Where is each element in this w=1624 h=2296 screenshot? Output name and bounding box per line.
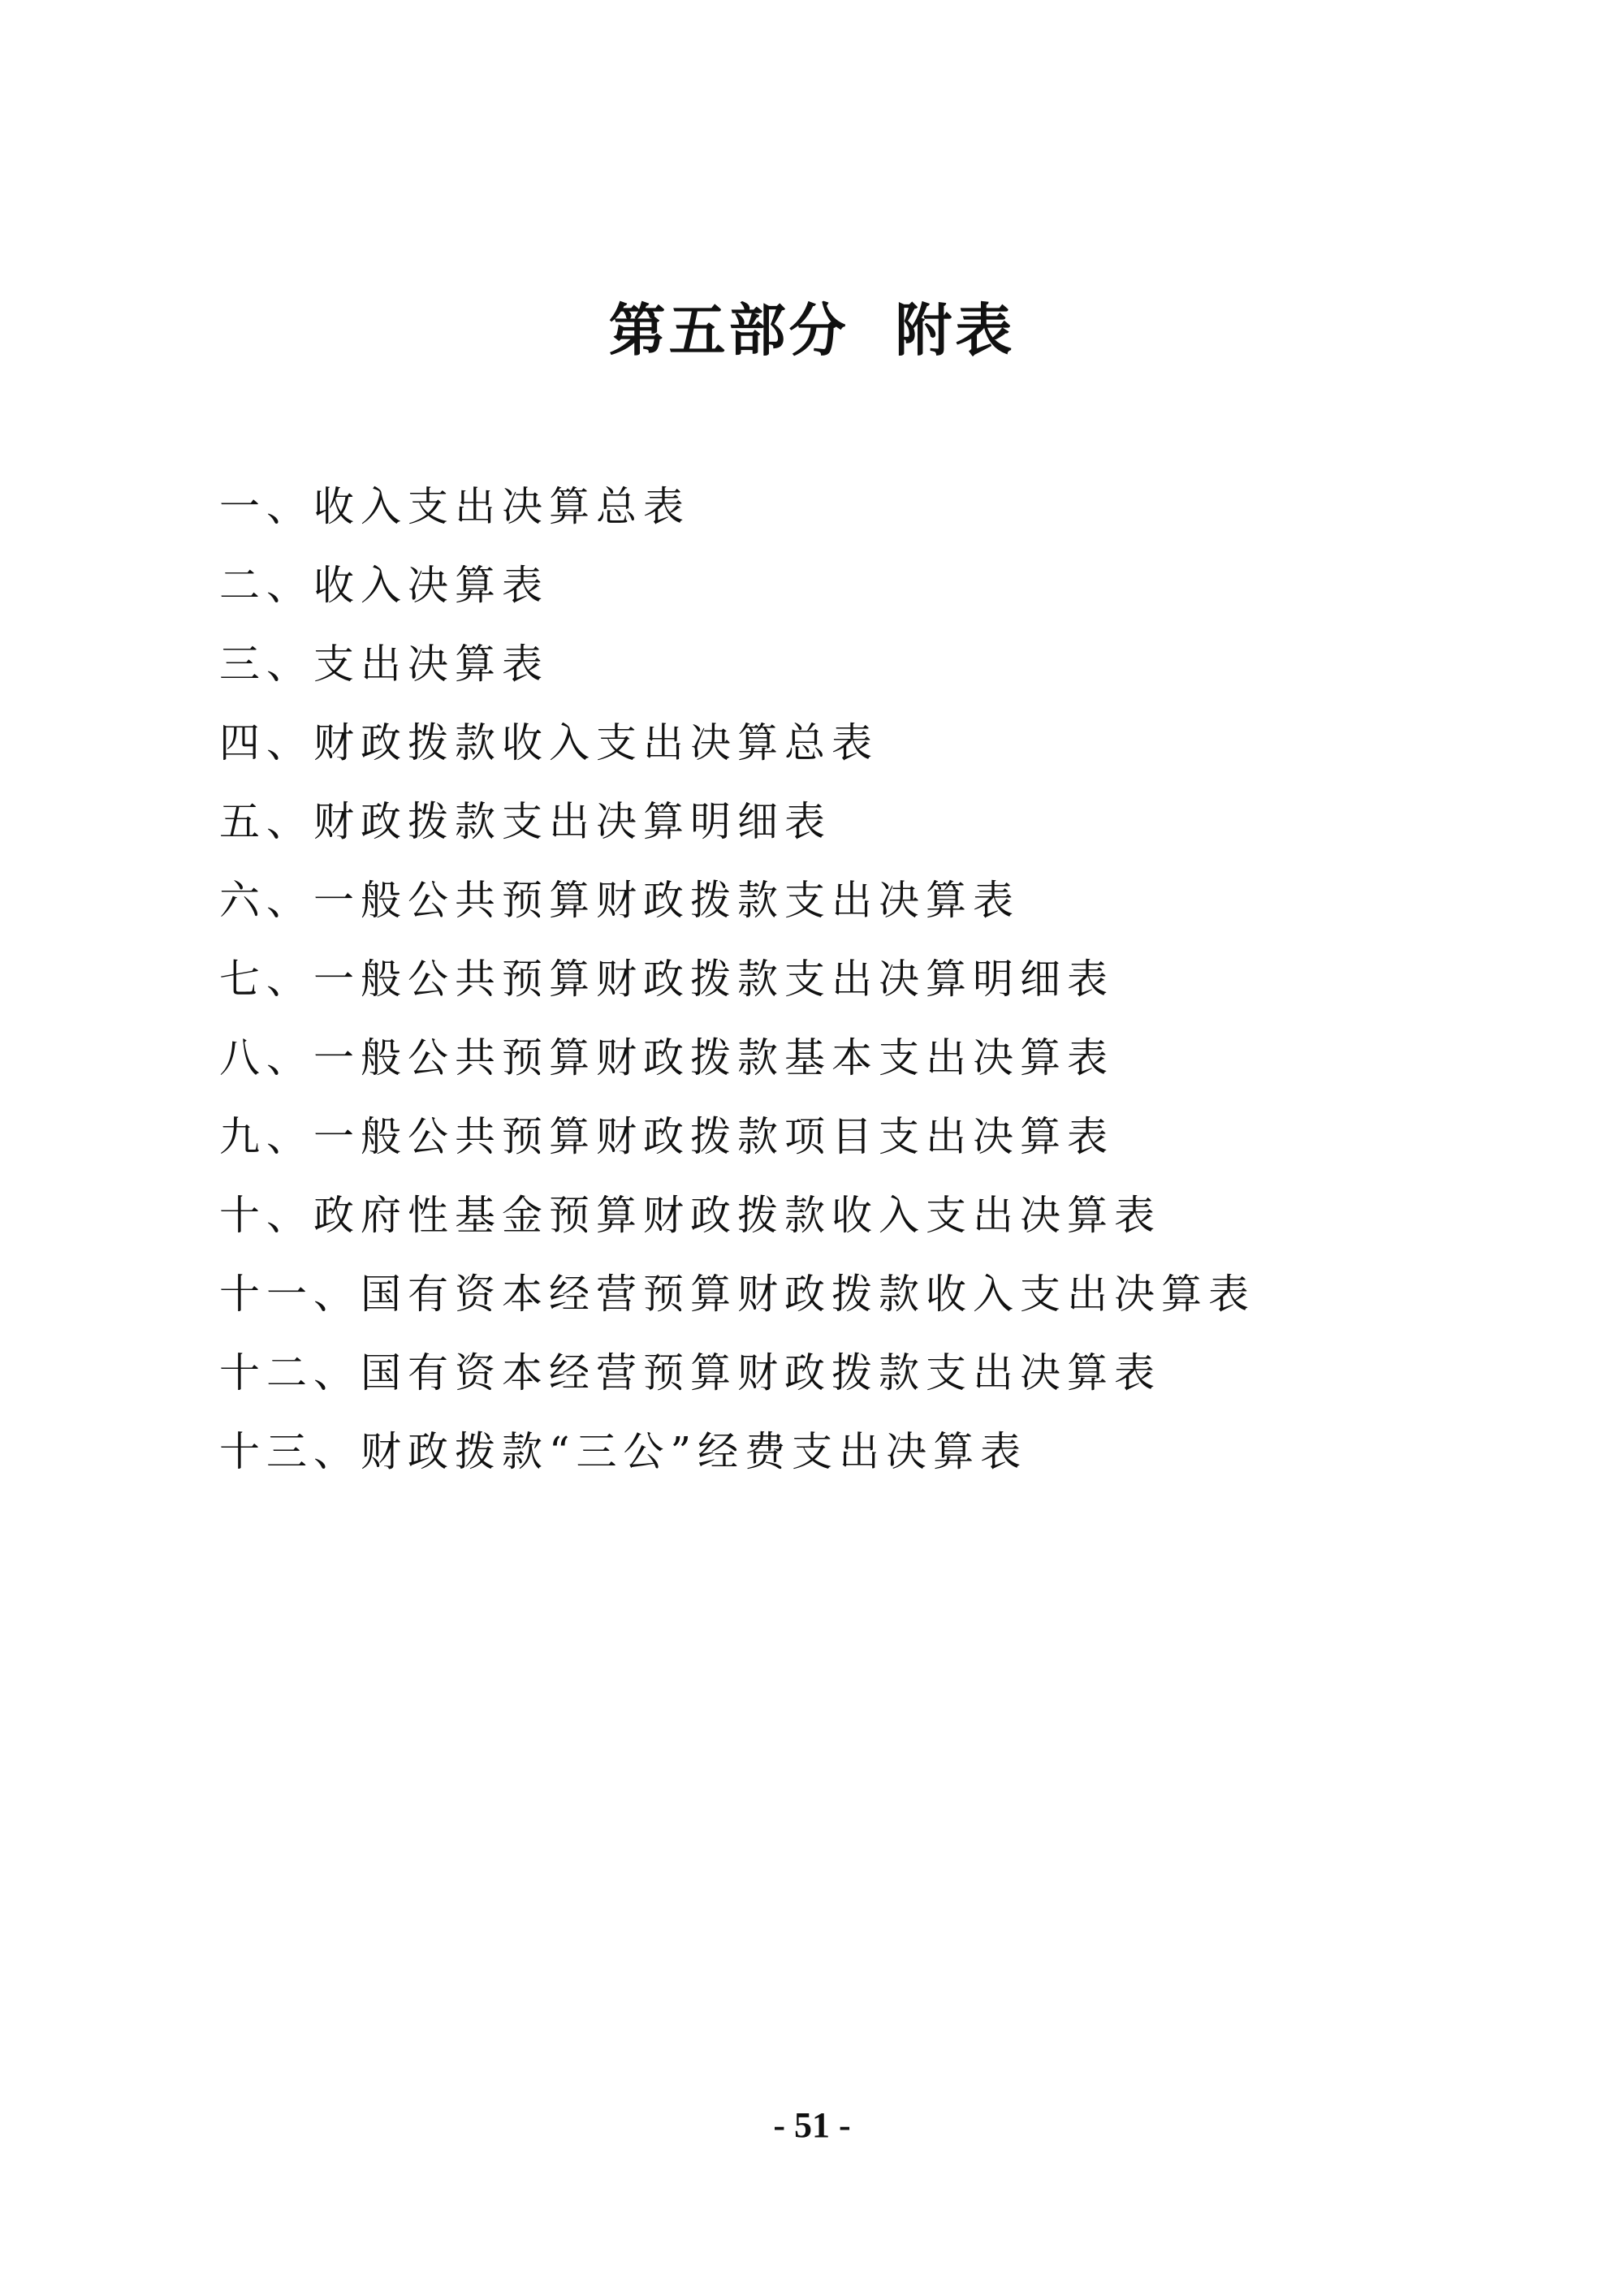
list-item: 九、一般公共预算财政拨款项目支出决算表 xyxy=(219,1113,1114,1160)
list-item: 七、一般公共预算财政拨款支出决算明细表 xyxy=(219,956,1114,1003)
list-item: 四、财政拨款收入支出决算总表 xyxy=(219,719,879,766)
list-item: 十一、国有资本经营预算财政拨款收入支出决算表 xyxy=(219,1271,1255,1318)
list-item: 十三、财政拨款“三公”经费支出决算表 xyxy=(219,1428,1028,1475)
list-item: 八、一般公共预算财政拨款基本支出决算表 xyxy=(219,1034,1114,1081)
appendix-table-list xyxy=(219,468,1437,1491)
list-item: 三、支出决算表 xyxy=(219,641,549,688)
list-item: 十、政府性基金预算财政拨款收入支出决算表 xyxy=(219,1192,1161,1239)
page-title: 第五部分 附表 xyxy=(608,297,1016,364)
list-item: 二、收入决算表 xyxy=(219,562,549,609)
list-item: 十二、国有资本经营预算财政拨款支出决算表 xyxy=(219,1349,1161,1396)
list-item: 五、财政拨款支出决算明细表 xyxy=(219,798,831,845)
list-item: 六、一般公共预算财政拨款支出决算表 xyxy=(219,877,1020,924)
page-number: - 51 - xyxy=(773,2105,851,2145)
list-item: 一、收入支出决算总表 xyxy=(219,483,690,530)
